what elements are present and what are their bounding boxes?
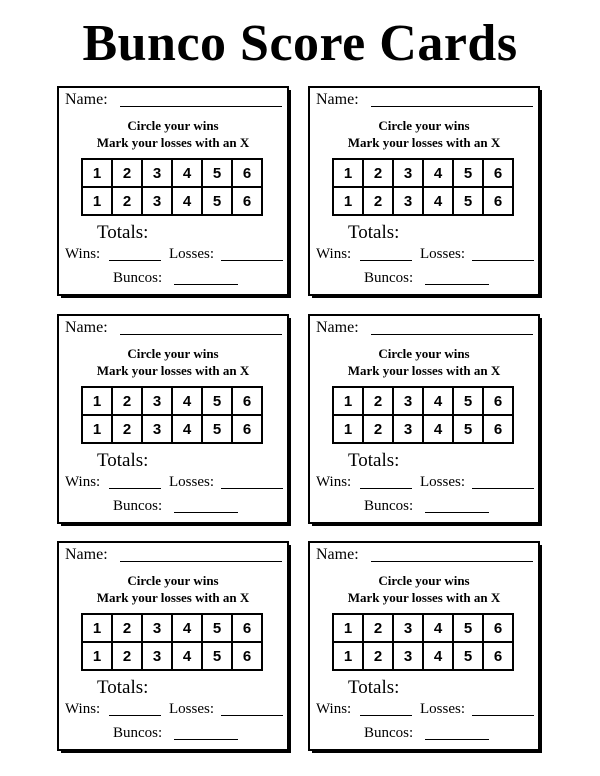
- round-row-2: [333, 415, 513, 443]
- totals-label: Totals:: [97, 450, 149, 471]
- buncos-field[interactable]: [425, 284, 489, 285]
- round-grid: [332, 158, 514, 216]
- round-cell[interactable]: 6: [483, 415, 513, 443]
- round-cell[interactable]: 5: [202, 187, 232, 215]
- round-cell[interactable]: 4: [423, 387, 453, 415]
- name-field[interactable]: [120, 561, 282, 562]
- round-cell[interactable]: 1: [82, 387, 112, 415]
- name-label: Name:: [65, 546, 108, 563]
- card-face: [308, 314, 540, 524]
- wins-field[interactable]: [360, 260, 412, 261]
- round-row-2: [82, 187, 262, 215]
- instruction-losses: Mark your losses with an X: [96, 135, 250, 150]
- losses-label: Losses:: [169, 474, 214, 490]
- buncos-label: Buncos:: [113, 498, 163, 514]
- instruction-wins: Circle your wins: [378, 118, 470, 133]
- wins-label: Wins:: [316, 701, 352, 717]
- losses-field[interactable]: [221, 488, 283, 489]
- losses-field[interactable]: [221, 260, 283, 261]
- buncos-label: Buncos:: [364, 270, 414, 286]
- round-cell[interactable]: 4: [172, 642, 202, 670]
- instruction-losses: Mark your losses with an X: [347, 135, 501, 150]
- round-cell[interactable]: 5: [202, 159, 232, 187]
- round-cell[interactable]: 2: [363, 415, 393, 443]
- losses-label: Losses:: [420, 246, 465, 262]
- round-cell[interactable]: 1: [82, 187, 112, 215]
- buncos-field[interactable]: [425, 739, 489, 740]
- round-cell[interactable]: 1: [333, 642, 363, 670]
- round-cell[interactable]: 6: [232, 159, 262, 187]
- round-cell[interactable]: 1: [82, 415, 112, 443]
- round-cell[interactable]: 4: [423, 614, 453, 642]
- round-cell[interactable]: 6: [483, 387, 513, 415]
- score-card: [57, 541, 289, 751]
- round-cell[interactable]: 6: [232, 415, 262, 443]
- round-cell[interactable]: 4: [172, 187, 202, 215]
- buncos-field[interactable]: [174, 284, 238, 285]
- round-cell[interactable]: 2: [363, 159, 393, 187]
- name-label: Name:: [316, 91, 359, 108]
- score-card: [57, 314, 289, 524]
- losses-field[interactable]: [472, 488, 534, 489]
- instruction-wins: Circle your wins: [378, 346, 470, 361]
- round-row-1: [82, 159, 262, 187]
- name-field[interactable]: [120, 334, 282, 335]
- round-grid: [81, 613, 263, 671]
- round-cell[interactable]: 3: [393, 387, 423, 415]
- round-cell[interactable]: 5: [453, 614, 483, 642]
- round-cell[interactable]: 3: [142, 187, 172, 215]
- totals-label: Totals:: [348, 222, 400, 243]
- round-cell[interactable]: 2: [112, 159, 142, 187]
- name-field[interactable]: [371, 106, 533, 107]
- card-face: [57, 541, 289, 751]
- round-cell[interactable]: 6: [483, 614, 513, 642]
- name-label: Name:: [316, 319, 359, 336]
- round-cell[interactable]: 5: [453, 415, 483, 443]
- round-cell[interactable]: 1: [333, 387, 363, 415]
- totals-label: Totals:: [97, 222, 149, 243]
- name-label: Name:: [65, 91, 108, 108]
- wins-field[interactable]: [360, 488, 412, 489]
- buncos-field[interactable]: [174, 739, 238, 740]
- round-cell[interactable]: 1: [333, 159, 363, 187]
- totals-label: Totals:: [348, 677, 400, 698]
- losses-field[interactable]: [472, 715, 534, 716]
- round-cell[interactable]: 4: [172, 415, 202, 443]
- round-cell[interactable]: 2: [363, 642, 393, 670]
- round-cell[interactable]: 3: [393, 642, 423, 670]
- score-card: [57, 86, 289, 296]
- page-title: Bunco Score Cards: [82, 15, 518, 72]
- round-cell[interactable]: 1: [333, 614, 363, 642]
- round-cell[interactable]: 3: [393, 614, 423, 642]
- round-row-2: [82, 415, 262, 443]
- round-cell[interactable]: 1: [82, 159, 112, 187]
- round-row-2: [333, 187, 513, 215]
- round-grid: [332, 613, 514, 671]
- buncos-label: Buncos:: [364, 498, 414, 514]
- round-cell[interactable]: 6: [483, 159, 513, 187]
- instruction-losses: Mark your losses with an X: [96, 363, 250, 378]
- round-cell[interactable]: 6: [232, 387, 262, 415]
- wins-field[interactable]: [360, 715, 412, 716]
- losses-label: Losses:: [169, 701, 214, 717]
- wins-label: Wins:: [316, 246, 352, 262]
- round-cell[interactable]: 4: [423, 159, 453, 187]
- losses-field[interactable]: [221, 715, 283, 716]
- round-cell[interactable]: 5: [202, 614, 232, 642]
- buncos-label: Buncos:: [113, 270, 163, 286]
- buncos-field[interactable]: [174, 512, 238, 513]
- round-cell[interactable]: 3: [393, 415, 423, 443]
- round-row-1: [333, 387, 513, 415]
- round-cell[interactable]: 4: [172, 614, 202, 642]
- round-cell[interactable]: 1: [333, 415, 363, 443]
- round-cell[interactable]: 2: [112, 415, 142, 443]
- instruction-wins: Circle your wins: [378, 573, 470, 588]
- losses-label: Losses:: [420, 701, 465, 717]
- wins-label: Wins:: [316, 474, 352, 490]
- round-row-2: [333, 642, 513, 670]
- card-face: [308, 541, 540, 751]
- buncos-label: Buncos:: [364, 725, 414, 741]
- wins-field[interactable]: [109, 260, 161, 261]
- round-row-1: [82, 387, 262, 415]
- wins-label: Wins:: [65, 246, 101, 262]
- buncos-field[interactable]: [425, 512, 489, 513]
- wins-label: Wins:: [65, 474, 101, 490]
- round-grid: [332, 386, 514, 444]
- round-cell[interactable]: 3: [142, 415, 172, 443]
- round-cell[interactable]: 2: [363, 187, 393, 215]
- instruction-wins: Circle your wins: [127, 118, 219, 133]
- round-cell[interactable]: 3: [142, 387, 172, 415]
- round-grid: [81, 386, 263, 444]
- round-cell[interactable]: 4: [423, 415, 453, 443]
- round-cell[interactable]: 5: [453, 159, 483, 187]
- buncos-label: Buncos:: [113, 725, 163, 741]
- card-face: [57, 314, 289, 524]
- round-cell[interactable]: 3: [142, 159, 172, 187]
- round-cell[interactable]: 1: [82, 642, 112, 670]
- name-field[interactable]: [371, 334, 533, 335]
- round-cell[interactable]: 6: [232, 187, 262, 215]
- round-row-1: [333, 159, 513, 187]
- instruction-losses: Mark your losses with an X: [96, 590, 250, 605]
- score-card: [308, 314, 540, 524]
- name-field[interactable]: [120, 106, 282, 107]
- round-cell[interactable]: 3: [393, 159, 423, 187]
- round-grid: [81, 158, 263, 216]
- instruction-wins: Circle your wins: [127, 346, 219, 361]
- round-cell[interactable]: 2: [112, 387, 142, 415]
- round-cell[interactable]: 1: [333, 187, 363, 215]
- round-cell[interactable]: 6: [232, 642, 262, 670]
- instruction-wins: Circle your wins: [127, 573, 219, 588]
- wins-field[interactable]: [109, 488, 161, 489]
- round-cell[interactable]: 5: [453, 387, 483, 415]
- name-label: Name:: [316, 546, 359, 563]
- round-row-1: [333, 614, 513, 642]
- round-cell[interactable]: 5: [453, 187, 483, 215]
- totals-label: Totals:: [97, 677, 149, 698]
- round-cell[interactable]: 3: [142, 614, 172, 642]
- round-cell[interactable]: 6: [483, 187, 513, 215]
- score-card: [308, 86, 540, 296]
- round-cell[interactable]: 2: [363, 387, 393, 415]
- round-cell[interactable]: 6: [232, 614, 262, 642]
- losses-field[interactable]: [472, 260, 534, 261]
- card-face: [57, 86, 289, 296]
- round-cell[interactable]: 4: [423, 642, 453, 670]
- round-cell[interactable]: 5: [202, 642, 232, 670]
- round-cell[interactable]: 2: [363, 614, 393, 642]
- round-cell[interactable]: 5: [202, 415, 232, 443]
- round-row-2: [82, 642, 262, 670]
- round-cell[interactable]: 2: [112, 642, 142, 670]
- score-card: [308, 541, 540, 751]
- round-cell[interactable]: 4: [172, 159, 202, 187]
- instruction-losses: Mark your losses with an X: [347, 590, 501, 605]
- round-cell[interactable]: 3: [142, 642, 172, 670]
- round-cell[interactable]: 2: [112, 187, 142, 215]
- round-cell[interactable]: 3: [393, 187, 423, 215]
- round-cell[interactable]: 1: [82, 614, 112, 642]
- round-cell[interactable]: 4: [423, 187, 453, 215]
- totals-label: Totals:: [348, 450, 400, 471]
- wins-field[interactable]: [109, 715, 161, 716]
- losses-label: Losses:: [420, 474, 465, 490]
- round-row-1: [82, 614, 262, 642]
- name-label: Name:: [65, 319, 108, 336]
- card-face: [308, 86, 540, 296]
- losses-label: Losses:: [169, 246, 214, 262]
- round-cell[interactable]: 4: [172, 387, 202, 415]
- round-cell[interactable]: 6: [483, 642, 513, 670]
- name-field[interactable]: [371, 561, 533, 562]
- round-cell[interactable]: 2: [112, 614, 142, 642]
- round-cell[interactable]: 5: [202, 387, 232, 415]
- round-cell[interactable]: 5: [453, 642, 483, 670]
- instruction-losses: Mark your losses with an X: [347, 363, 501, 378]
- wins-label: Wins:: [65, 701, 101, 717]
